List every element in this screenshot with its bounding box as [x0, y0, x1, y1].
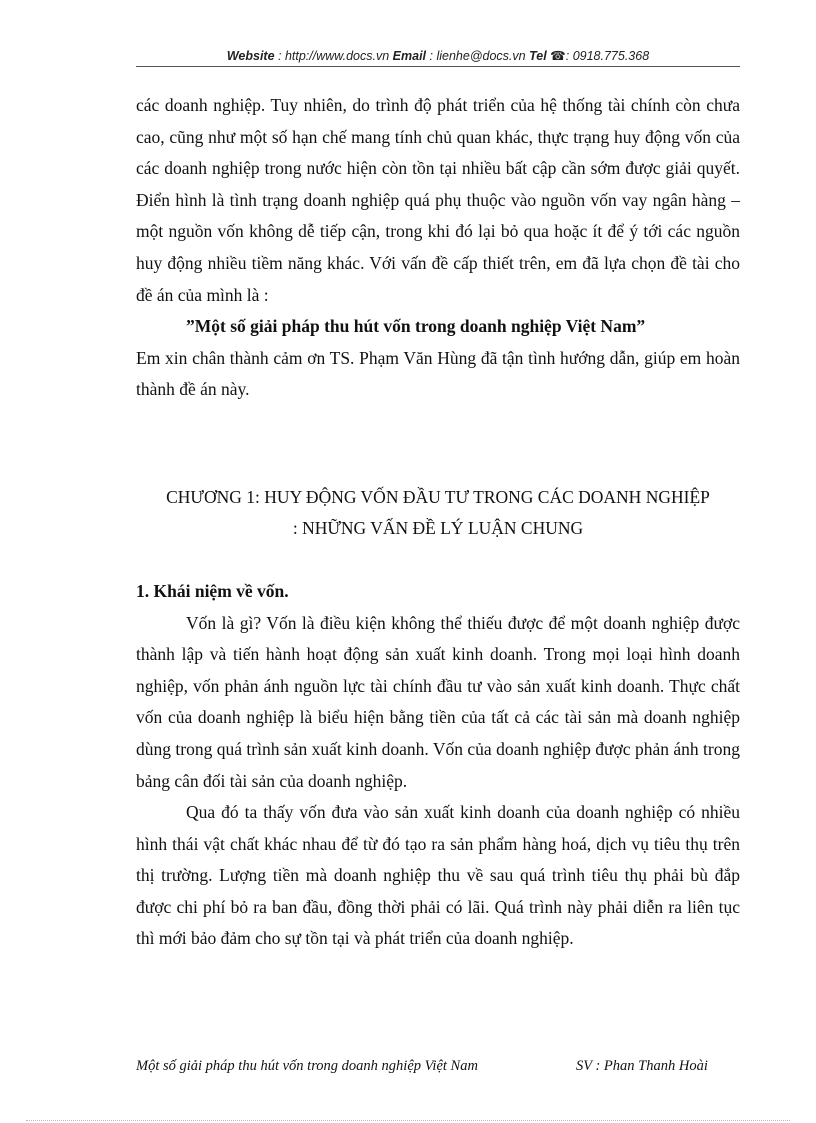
chapter-heading	[136, 482, 740, 544]
section-heading: 1. Khái niệm về vốn.	[136, 580, 289, 601]
header-divider	[136, 66, 740, 67]
tel-label: Tel	[529, 49, 547, 63]
page-body	[136, 90, 740, 955]
email-value: : lienhe@docs.vn	[429, 49, 526, 63]
intro-paragraph: các doanh nghiệp. Tuy nhiên, do trình độ phát triển của hệ thống tài chính còn chưa cao, cũng như một số hạn chế mang tính chủ quan khác, thực trạng huy động vốn của các doanh nghiệp trong nước hiện còn tồn tại nhiều bất cập cần sớm được giải quyết. Điển hình là tình trạng doanh nghiệp quá phụ thuộc vào nguồn vốn vay ngân hàng – một nguồn vốn không dễ tiếp cận, trong khi đó lại bỏ qua hoặc ít để ý tới các nguồn huy động nhiều tiềm năng khác. Với vấn đề cấp thiết trên, em đã lựa chọn đề tài cho đề án của mình là :	[136, 95, 740, 305]
acknowledgement-paragraph: Em xin chân thành cảm ơn TS. Phạm Văn Hùng đã tận tình hướng dẫn, giúp em hoàn thành đề án này.	[136, 347, 740, 400]
website-value: : http://www.docs.vn	[278, 49, 390, 63]
body-paragraph: Qua đó ta thấy vốn đưa vào sản xuất kinh doanh của doanh nghiệp có nhiều hình thái vật chất khác nhau để từ đó tạo ra sản phẩm hàng hoá, dịch vụ tiêu thụ trên thị trường. Lượng tiền mà doanh nghiệp thu về sau quá trình tiêu thụ phải bù đắp được chi phí bỏ ra ban đầu, đồng thời phải có lãi. Quá trình này phải diễn ra liên tục thì mới bảo đảm cho sự tồn tại và phát triển của doanh nghiệp.	[136, 802, 740, 949]
chapter-heading-line1: CHƯƠNG 1: HUY ĐỘNG VỐN ĐẦU TƯ TRONG CÁC DOANH NGHIỆP	[166, 486, 710, 507]
chapter-heading-line2: : NHỮNG VẤN ĐỀ LÝ LUẬN CHUNG	[292, 517, 584, 538]
phone-icon: ☎	[550, 49, 566, 63]
footer-document-title: Một số giải pháp thu hút vốn trong doanh nghiệp Việt Nam	[136, 1058, 478, 1074]
page-bottom-border	[26, 1120, 790, 1121]
topic-title: ”Một số giải pháp thu hút vốn trong doanh nghiệp Việt Nam”	[186, 316, 646, 337]
tel-value: : 0918.775.368	[565, 49, 650, 63]
website-label: Website	[226, 49, 275, 63]
body-paragraph: Vốn là gì? Vốn là điều kiện không thể thiếu được để một doanh nghiệp được thành lập và tiến hành hoạt động sản xuất kinh doanh. Trong mọi loại hình doanh nghiệp, vốn phản ánh nguồn lực tài chính đầu tư vào sản xuất kinh doanh. Thực chất vốn của doanh nghiệp là biểu hiện bằng tiền của tất cả các tài sản mà doanh nghiệp dùng trong quá trình sản xuất kinh doanh. Vốn của doanh nghiệp được phản ánh trong bảng cân đối tài sản của doanh nghiệp.	[136, 612, 740, 791]
page-header	[136, 48, 740, 63]
footer-student-name: SV : Phan Thanh Hoài	[576, 1058, 708, 1074]
email-label: Email	[392, 49, 427, 63]
